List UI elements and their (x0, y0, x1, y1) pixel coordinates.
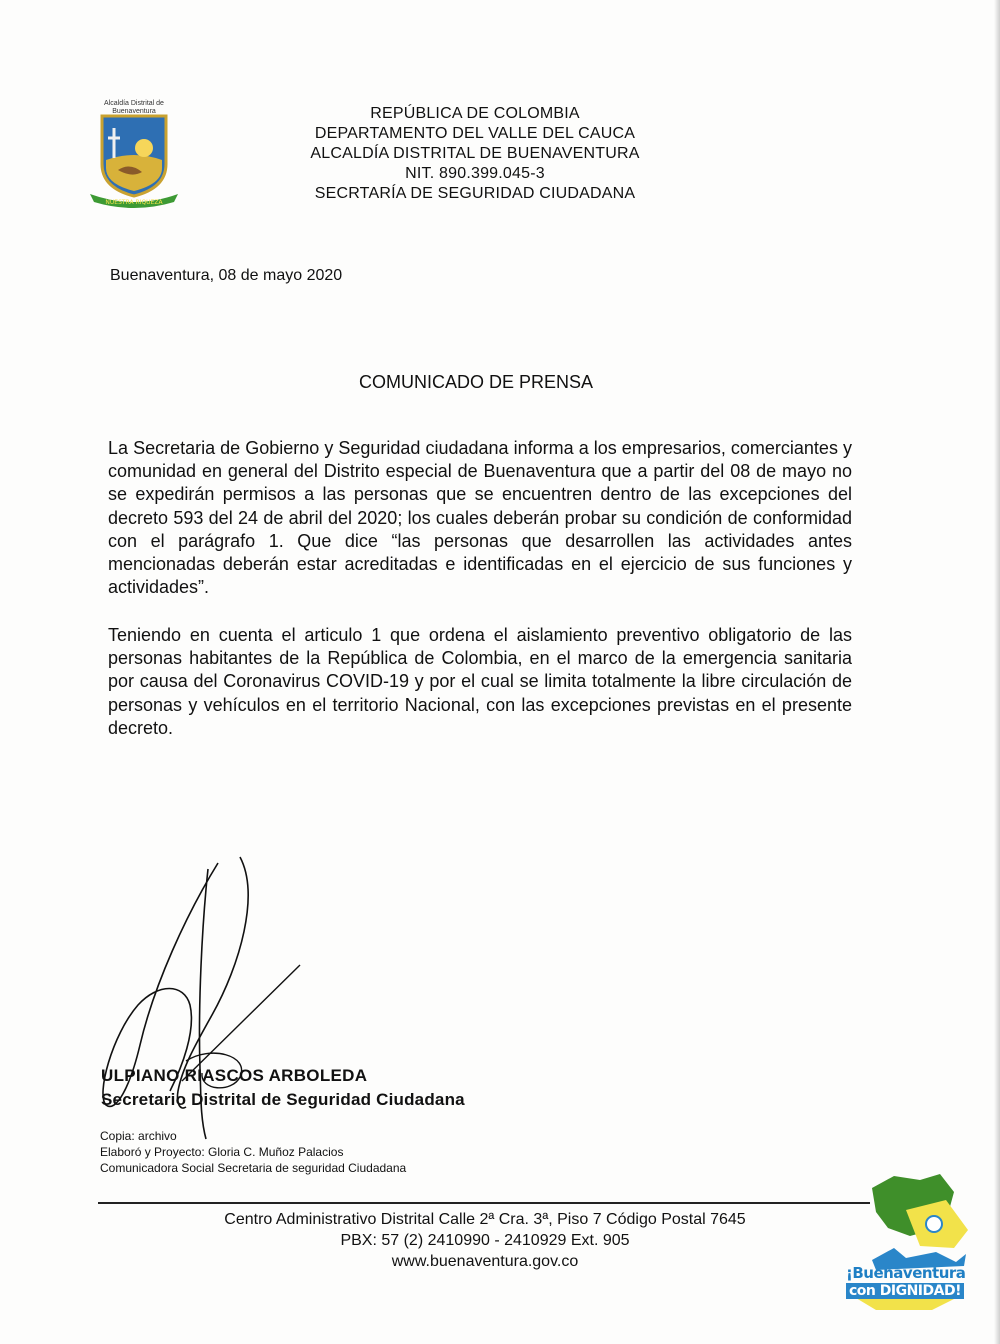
header-line-country: REPÚBLICA DE COLOMBIA (370, 105, 580, 122)
municipal-crest-logo (84, 98, 184, 210)
footer-contact (120, 1209, 850, 1272)
header-line-nit: NIT. 890.399.045-3 (405, 165, 545, 182)
press-release-title: COMUNICADO DE PRENSA (358, 372, 594, 392)
header-line-secretariat: SECRTARÍA DE SEGURIDAD CIUDADANA (314, 185, 636, 202)
campaign-slogan-line1: ¡Buenaventura (846, 1264, 966, 1282)
header-line-mayoralty: ALCALDÍA DISTRITAL DE BUENAVENTURA (310, 145, 640, 162)
note-prepared-by: Elaboró y Proyecto: Gloria C. Muñoz Palacios (100, 1145, 344, 1159)
footer-address: Centro Administrativo Distrital Calle 2ª Cra. 3ª, Piso 7 Código Postal 7645 (224, 1211, 746, 1228)
footer-phone: PBX: 57 (2) 2410990 - 2410929 Ext. 905 (340, 1232, 630, 1249)
header-line-department: DEPARTAMENTO DEL VALLE DEL CAUCA (314, 125, 636, 142)
footer-website: www.buenaventura.gov.co (391, 1253, 579, 1270)
footer-divider (98, 1202, 870, 1204)
note-role: Comunicadora Social Secretaria de seguridad Ciudadana (100, 1161, 407, 1175)
crest-motto: NUESTRA RIQUEZA (105, 199, 163, 206)
body-paragraph-2: Teniendo en cuenta el articulo 1 que ordena el aislamiento preventivo obligatorio de las personas habitantes de la República de Colombia, en el marco de la emergencia sanitaria por causa del Coronavirus COVID-19 y por el cual se limita totalmente la libre circulación de personas y vehículos en el territorio Nacional, con las excepciones previstas en el presente decreto. (108, 625, 852, 738)
body-paragraph-1: La Secretaria de Gobierno y Seguridad ciudadana informa a los empresarios, comerciantes y comunidad en general del Distrito especial de Buenaventura que a partir del 08 de mayo no se expedirán permisos a las personas que se encuentren dentro de las excepciones del decreto 593 del 24 de abril del 2020; los cuales deberán probar su condición de conformidad con el parágrafo 1. Que dice “las personas que desarrollen las actividades antes mencionadas deberán estar acreditadas e identificadas en el ejercicio de sus funciones y actividades”. (108, 438, 852, 598)
campaign-slogan-line2: con DIGNIDAD! (846, 1283, 964, 1299)
page-edge-shadow (994, 0, 1000, 1344)
signer-role: Secretario Distrital de Seguridad Ciudadana (101, 1090, 465, 1109)
document-notes (100, 1128, 406, 1176)
letterhead (270, 104, 680, 204)
date-line: Buenaventura, 08 de mayo 2020 (110, 267, 343, 284)
note-copy: Copia: archivo (100, 1129, 177, 1143)
crest-caption: Alcaldía Distrital de Buenaventura (104, 100, 164, 115)
signer-name: ULPIANO RIASCOS ARBOLEDA (101, 1066, 368, 1085)
